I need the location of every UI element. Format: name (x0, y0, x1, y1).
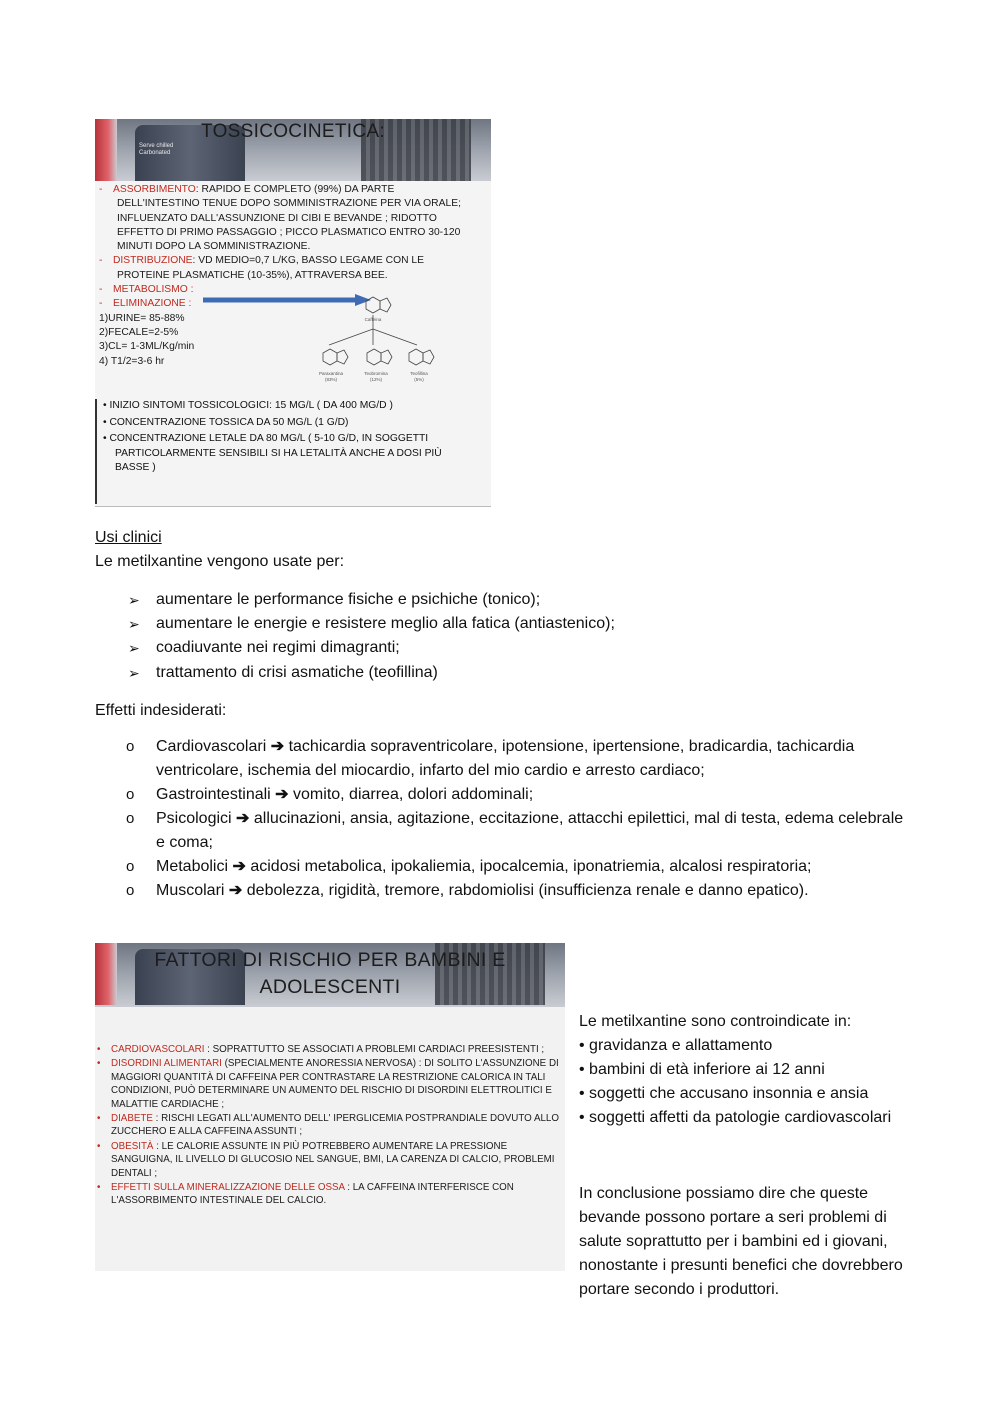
eliminazione-item: 3)CL= 1-3ML/Kg/min (99, 341, 195, 353)
paragraph-line: portare secondo i produttori. (579, 1281, 780, 1298)
risk-label: EFFETTI SULLA MINERALIZZAZIONE DELLE OSSA (111, 1182, 345, 1194)
effect-text: tachicardia sopraventricolare, ipotensione, ipertensione, bradicardia, tachicardia ventricolare, ischemia del miocardio, infarto del mio cardio e arresto cardiaco; (156, 738, 855, 779)
label-distribuzione: DISTRIBUZIONE (113, 255, 193, 267)
risk-label: CARDIOVASCOLARI (111, 1044, 205, 1055)
arrow-right-icon: ➔ (275, 786, 289, 803)
threshold-text: INIZIO SINTOMI TOSSICOLOGICI: 15 MG/L ( DA 400 MG/D ) (109, 400, 393, 411)
slide-title-line: ADOLESCENTI (259, 976, 401, 998)
circle-bullet-icon: o (126, 738, 135, 755)
molecule-label: Caffeina (364, 317, 382, 322)
effect-text: vomito, diarrea, dolori addominali; (293, 786, 534, 803)
caffeine-metabolism-diagram (309, 289, 459, 394)
list-item: • bambini di età inferiore ai 12 anni (579, 1061, 825, 1078)
risk-label: DISORDINI ALIMENTARI (111, 1058, 222, 1070)
paragraph-line: bevande possono portare a seri problemi di (579, 1209, 887, 1226)
arrow-bullet-icon: ➢ (128, 640, 140, 657)
effect-text: debolezza, rigidità, tremore, rabdomiolisi (insufficienza renale e danno epatico). (246, 882, 809, 899)
effect-text: allucinazioni, ansia, agitazione, eccitazione, attacchi epilettici, mal di testa, edema celebrale e coma; (156, 810, 904, 851)
banner-small-text: Serve chilled (139, 143, 174, 149)
molecule-label: Paraxantina (318, 371, 344, 376)
slide-body (95, 1043, 561, 1209)
circle-bullet-icon: o (126, 882, 135, 899)
risk-item (95, 1140, 561, 1180)
slide-body: - ASSORBIMENTO: RAPIDO E COMPLETO (99%) DA PARTE DELL'INTESTINO TENUE DOPO SOMMINISTRAZIONE PER VIA ORALE; INFLUENZATO DALL'ASSUNZIONE DI CIBI E BEVANDE ; RIDOTTO EFFETTO DI PRIMO PASSAGGIO ; PICCO PLASMATICO ENTRO 30-120 MINUTI DOPO LA SOMMINISTRAZIONE. - DISTRIBUZIONE: VD MEDIO=0,7 L/KG, BASSO LEGAME CON LE PROTEINE PLASMATICHE (10-35%), ATTRAVERSA BEE. - METABOLISMO : - ELIMINAZIONE : 1)URINE= 85-88% 2)FECALE=2-5% 3)CL= 1-3ML/Kg/min 4) T1/2=3-6 hr (99, 183, 489, 369)
text-line: DELL'INTESTINO TENUE DOPO SOMMINISTRAZIONE PER VIA ORALE; (117, 198, 461, 210)
list-item (126, 783, 906, 807)
effect-category: Psicologici (156, 810, 232, 827)
list-item-text: coadiuvante nei regimi dimagranti; (156, 639, 400, 657)
threshold-text: CONCENTRAZIONE LETALE DA 80 MG/L ( 5-10 G/D, IN SOGGETTI PARTICOLARMENTE SENSIBILI SI HA LETALITÀ ANCHE A DOSI PIÙ BASSE ) (109, 433, 442, 473)
list-item (128, 661, 888, 685)
risk-text: : SOPRATTUTTO SE ASSOCIATI A PROBLEMI CARDIACI PREESISTENTI ; (204, 1044, 545, 1055)
eliminazione-item: 1)URINE= 85-88% (99, 312, 185, 324)
risk-label: OBESITÀ (111, 1140, 154, 1152)
list-item (128, 636, 888, 660)
arrow-bullet-icon: ➢ (128, 664, 140, 681)
slide-title (95, 947, 565, 1001)
risk-item (95, 1043, 561, 1056)
risk-text: : LA CAFFEINA INTERFERISCE CON L'ASSORBIMENTO INTESTINALE DEL CALCIO. (111, 1182, 514, 1207)
text-line: PROTEINE PLASMATICHE (10-35%), ATTRAVERSA BEE. (117, 269, 388, 281)
molecule-pct: (12%) (369, 377, 383, 382)
section-title-effetti: Effetti indesiderati: (95, 702, 227, 719)
list-item (126, 879, 906, 903)
banner-small-text: Carbonated (139, 150, 171, 156)
list-item: • soggetti che accusano insonnia e ansia (579, 1085, 869, 1102)
arrow-right-icon: ➔ (228, 882, 243, 899)
risk-item (95, 1181, 561, 1208)
slide-tossicocinetica (95, 119, 491, 507)
effect-category: Metabolici (156, 858, 229, 875)
effect-text: acidosi metabolica, ipokaliemia, ipocalcemia, iponatriemia, alcalosi respiratoria; (250, 858, 812, 875)
controindicazioni-title: Le metilxantine sono controindicate in: (579, 1013, 852, 1030)
label-metabolismo: METABOLISMO : (113, 284, 194, 296)
list-item: • gravidanza e allattamento (579, 1037, 773, 1054)
slide-title-line: FATTORI DI RISCHIO PER BAMBINI E (154, 949, 506, 971)
text-line: EFFETTO DI PRIMO PASSAGGIO ; PICCO PLASMATICO ENTRO 30-120 (117, 226, 461, 238)
risk-item (95, 1057, 561, 1111)
paragraph-line: In conclusione possiamo dire che queste (579, 1185, 869, 1202)
usi-intro: Le metilxantine vengono usate per: (95, 553, 345, 570)
label-eliminazione: ELIMINAZIONE : (113, 298, 192, 310)
eliminazione-item: 2)FECALE=2-5% (99, 326, 179, 338)
circle-bullet-icon: o (126, 858, 135, 875)
paragraph-line: salute soprattutto per i bambini ed i giovani, (579, 1233, 888, 1250)
text-distribuzione: : VD MEDIO=0,7 L/KG, BASSO LEGAME CON LE (192, 255, 424, 267)
list-item: • soggetti affetti da patologie cardiovascolari (579, 1109, 892, 1126)
text-line: MINUTI DOPO LA SOMMINISTRAZIONE. (117, 241, 311, 253)
threshold-item: • INIZIO SINTOMI TOSSICOLOGICI: 15 MG/L ( DA 400 MG/D ) (103, 400, 393, 411)
list-item (126, 735, 906, 783)
molecule-label: Teofillina (410, 371, 428, 376)
label-assorbimento: ASSORBIMENTO (113, 184, 196, 195)
arrow-bullet-icon: ➢ (128, 592, 140, 608)
circle-bullet-icon: o (126, 810, 135, 827)
risk-item (95, 1112, 561, 1139)
risk-text: : LE CALORIE ASSUNTE IN PIÙ POTREBBERO AUMENTARE LA PRESSIONE SANGUIGNA, IL LIVELLO DI GLUCOSIO NEL SANGUE, BMI, LA CARENZA DI CALCIO, PROBLEMI DENTALI ; (111, 1140, 555, 1179)
arrow-bullet-icon: ➢ (128, 616, 140, 633)
text-line: INFLUENZATO DALL'ASSUNZIONE DI CIBI E BEVANDE ; RIDOTTO (117, 212, 437, 224)
effect-category: Gastrointestinali (156, 786, 271, 803)
list-item-text: aumentare le performance fisiche e psichiche (tonico); (156, 591, 541, 608)
arrow-right-icon: ➔ (236, 810, 250, 827)
risk-text: (SPECIALMENTE ANORESSIA NERVOSA) : DI SOLITO L'ASSUNZIONE DI MAGGIORI QUANTITÀ DI CAFFEINA PER CONTRASTARE LA RESTRIZIONE CALORICA IN TALI CONDIZIONI, PUÒ DETERMINARE UN AUMENTO DEL RISCHIO DI DISORDINI ELETTROLITICI E MALATTIE CARDIACHE ; (111, 1058, 559, 1110)
circle-bullet-icon: o (126, 786, 135, 803)
list-item-text: aumentare le energie e resistere meglio alla fatica (antiastenico); (156, 615, 615, 633)
list-item (126, 855, 906, 879)
slide-title: TOSSICOCINETICA: (201, 121, 385, 142)
text-assorbimento: : RAPIDO E COMPLETO (99%) DA PARTE (195, 184, 395, 195)
molecule-label: Teobromina (364, 371, 388, 376)
controindicazioni-block (579, 1010, 969, 1130)
risk-label: DIABETE (111, 1113, 153, 1125)
arrow-right-icon: ➔ (270, 738, 285, 755)
arrow-right-icon: ➔ (232, 858, 246, 875)
list-item (128, 588, 888, 612)
effect-category: Cardiovascolari (156, 738, 267, 755)
eliminazione-item: 4) T1/2=3-6 hr (99, 355, 165, 367)
threshold-item: • CONCENTRAZIONE LETALE DA 80 MG/L ( 5-10 G/D, IN SOGGETTI PARTICOLARMENTE SENSIBILI SI HA LETALITÀ ANCHE A DOSI PIÙ BASSE ) (103, 433, 442, 473)
effect-category: Muscolari (156, 882, 225, 899)
molecule-pct: (83%) (324, 377, 338, 382)
list-item-text: trattamento di crisi asmatiche (teofillina) (156, 663, 438, 681)
threshold-item: • CONCENTRAZIONE TOSSICA DA 50 MG/L (1 G/D) (103, 416, 349, 428)
toxic-thresholds-box (95, 399, 447, 504)
slide-fattori-rischio (95, 943, 565, 1271)
usi-list (128, 588, 888, 685)
list-item (128, 612, 888, 636)
section-title-usi-clinici: Usi clinici (95, 529, 162, 546)
paragraph-line: nonostante i presunti benefici che dovrebbero (579, 1257, 903, 1274)
molecule-pct: (5%) (414, 377, 424, 382)
list-item (126, 807, 906, 855)
conclusione-paragraph (579, 1182, 959, 1302)
threshold-text: CONCENTRAZIONE TOSSICA DA 50 MG/L (1 G/D) (109, 416, 349, 428)
risk-text: : RISCHI LEGATI ALL'AUMENTO DELL' IPERGLICEMIA POSTPRANDIALE DOVUTO ALLO ZUCCHERO E ALLA CAFFEINA ASSUNTI ; (111, 1113, 559, 1138)
effetti-list (126, 735, 906, 903)
